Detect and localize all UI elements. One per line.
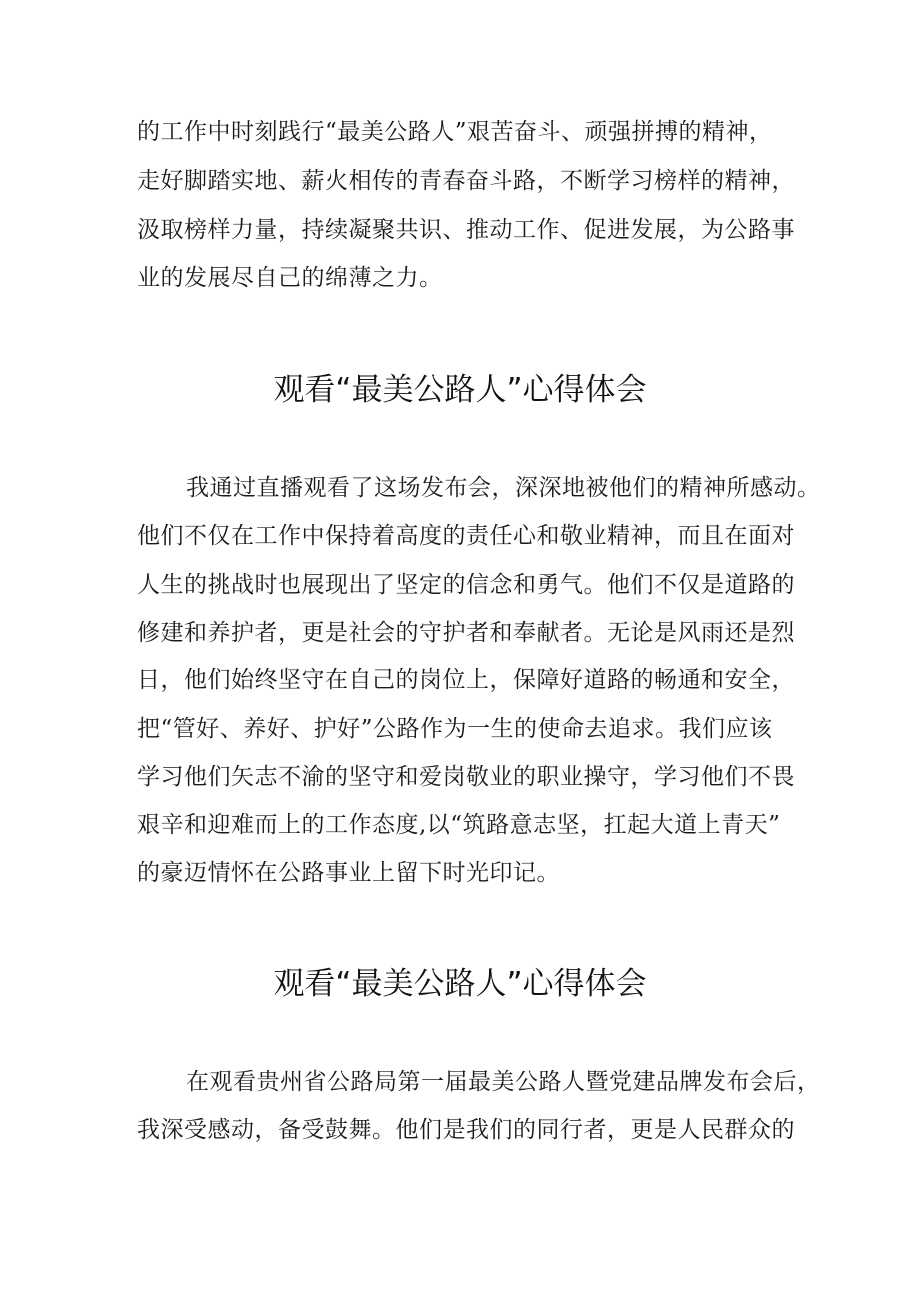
paragraph-line: 业的发展尽自己的绵薄之力。: [137, 265, 443, 291]
paragraph-line: 的豪迈情怀在公路事业上留下时光印记。: [137, 860, 560, 886]
section-title: 观看“最美公路人”心得体会: [273, 966, 647, 1002]
paragraph-line: 我深受感动，备受鼓舞。他们是我们的同行者，更是人民群众的: [137, 1117, 795, 1143]
paragraph-line: 我通过直播观看了这场发布会，深深地被他们的精神所感动。: [186, 475, 821, 501]
paragraph-line: 日，他们始终坚守在自己的岗位上，保障好道路的畅通和安全，: [137, 667, 795, 693]
paragraph-line: 的工作中时刻践行“最美公路人”艰苦奋斗、顽强拼搏的精神，: [137, 119, 773, 145]
section-title: 观看“最美公路人”心得体会: [273, 372, 647, 408]
paragraph-line: 学习他们矢志不渝的坚守和爱岗敬业的职业操守，学习他们不畏: [137, 764, 795, 790]
paragraph-line: 人生的挑战时也展现出了坚定的信念和勇气。他们不仅是道路的: [137, 572, 795, 598]
paragraph-line: 汲取榜样力量，持续凝聚共识、推动工作、促进发展，为公路事: [137, 217, 795, 243]
paragraph-line: 在观看贵州省公路局第一届最美公路人暨党建品牌发布会后，: [186, 1069, 821, 1095]
paragraph-line: 修建和养护者，更是社会的守护者和奉献者。无论是风雨还是烈: [137, 620, 795, 646]
paragraph-line: 艰辛和迎难而上的工作态度,以“筑路意志坚，扛起大道上青天”: [137, 812, 781, 838]
paragraph-line: 走好脚踏实地、薪火相传的青春奋斗路，不断学习榜样的精神，: [137, 168, 795, 194]
paragraph-line: 他们不仅在工作中保持着高度的责任心和敬业精神，而且在面对: [137, 523, 795, 549]
paragraph-line: 把“管好、养好、护好”公路作为一生的使命去追求。我们应该: [137, 716, 773, 742]
